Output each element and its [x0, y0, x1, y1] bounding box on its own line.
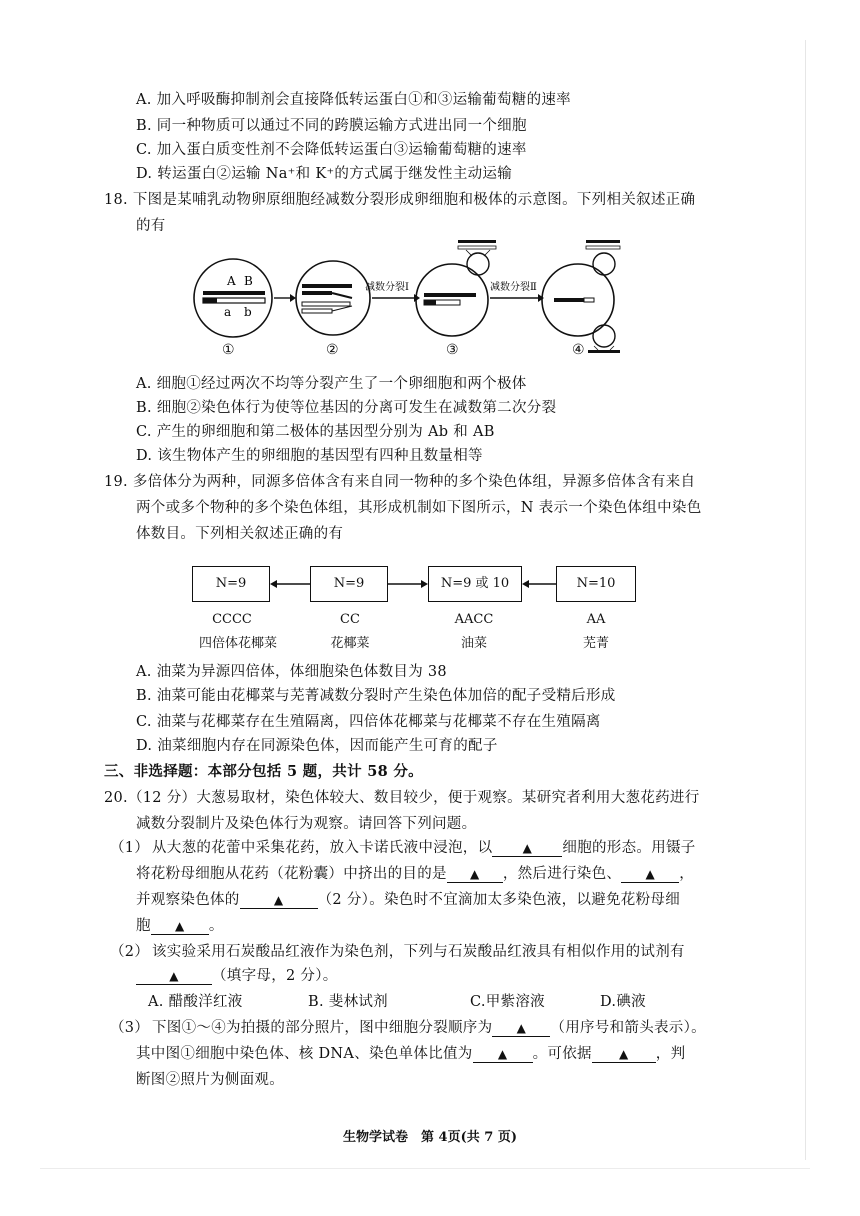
cell-3	[416, 240, 496, 336]
cell-1	[194, 259, 272, 337]
q19-option-d: D. 油菜细胞内存在同源染色体，因而能产生可育的配子	[136, 738, 498, 754]
cell-2	[296, 261, 370, 335]
q20-p3-text: 。可依据	[532, 1046, 592, 1062]
q17-option-c: C. 加入蛋白质变性剂不会降低转运蛋白③运输葡萄糖的速率	[136, 142, 527, 158]
q20-p2-option-c: C.甲紫溶液	[470, 994, 545, 1010]
box-turnip: N=10	[556, 566, 636, 602]
arrow-label-meiosis-1: 减数分裂Ⅰ	[365, 282, 409, 293]
answer-blank-5[interactable]: ▲	[151, 918, 209, 935]
q17-option-a: A. 加入呼吸酶抑制剂会直接降低转运蛋白①和③运输葡萄糖的速率	[136, 92, 571, 108]
cell-label-1: ①	[222, 342, 235, 358]
box-tetraploid-cauliflower: N=9	[192, 566, 270, 602]
gene-b: b	[244, 305, 252, 319]
q20-p2-option-a: A. 醋酸洋红液	[148, 994, 243, 1010]
q20-p3-text: 其中图①细胞中染色体、核 DNA、染色单体比值为	[136, 1046, 473, 1062]
answer-blank-1[interactable]: ▲	[492, 840, 562, 857]
answer-blank-3[interactable]: ▲	[621, 866, 679, 883]
name-rapeseed: 油菜	[460, 636, 487, 651]
q20-p2-option-d: D.碘液	[600, 994, 646, 1010]
q20-p1-text: 从大葱的花蕾中采集花药，放入卡诺氏液中浸泡，以	[152, 840, 493, 856]
q19-stem-line3: 体数目。下列相关叙述正确的有	[136, 526, 344, 542]
q20-p1-text: （2 分）。染色时不宜滴加太多染色液，以避免花粉母细	[317, 892, 680, 908]
q20-p1-text: ，	[679, 866, 695, 882]
q20-part2-line1: 该实验采用石炭酸品红液作为染色剂，下列与石炭酸品红液具有相似作用的试剂有	[152, 944, 685, 960]
q20-stem-line2: 减数分裂制片及染色体行为观察。请回答下列问题。	[136, 816, 477, 832]
genome-cccc: CCCC	[212, 612, 252, 627]
q20-part2-line2	[136, 966, 338, 986]
q18-option-b: B. 细胞②染色体行为使等位基因的分离可发生在减数第二次分裂	[136, 400, 557, 416]
name-cauliflower: 花椰菜	[330, 636, 370, 651]
q20-part1-line2	[136, 864, 694, 884]
q19-stem-line1: 19. 多倍体分为两种，同源多倍体含有来自同一物种的多个染色体组，异源多倍体含有来自	[104, 474, 696, 490]
arrow-cauliflower-to-rapeseed	[421, 580, 428, 588]
q20-p1-text: 细胞的形态。用镊子	[562, 840, 696, 856]
q20-p1-text: 胞	[136, 918, 151, 934]
q17-option-d: D. 转运蛋白②运输 Na⁺和 K⁺的方式属于继发性主动运输	[136, 166, 513, 182]
q19-option-a: A. 油菜为异源四倍体，体细胞染色体数目为 38	[136, 664, 447, 680]
q17-option-b: B. 同一种物质可以通过不同的跨膜运输方式进出同一个细胞	[136, 118, 527, 134]
page-edge-bottom	[40, 1168, 810, 1169]
q20-part1-line3	[136, 890, 680, 910]
genome-aacc: AACC	[454, 612, 494, 627]
q20-stem-line1: 20.（12 分）大葱易取材，染色体较大、数目较少，便于观察。某研究者利用大葱花药进行	[104, 790, 700, 806]
genome-cc: CC	[340, 612, 360, 627]
gene-B: B	[244, 274, 253, 288]
polyploid-arrows	[268, 576, 558, 592]
q19-option-c: C. 油菜与花椰菜存在生殖隔离，四倍体花椰菜与花椰菜不存在生殖隔离	[136, 714, 601, 730]
q20-p2-option-b: B. 斐林试剂	[308, 994, 388, 1010]
name-tetraploid-cauliflower: 四倍体花椰菜	[198, 636, 277, 651]
cell-label-2: ②	[326, 342, 339, 358]
answer-blank-2[interactable]: ▲	[447, 866, 503, 883]
section-3-heading: 三、非选择题：本部分包括 5 题，共计 58 分。	[104, 763, 423, 780]
q20-p3-text: （用序号和箭头表示）。	[550, 1020, 706, 1036]
page-edge-right	[805, 40, 806, 1160]
arrow-to-tetraploid	[270, 580, 277, 588]
answer-blank-7[interactable]: ▲	[492, 1020, 550, 1037]
q19-stem-line2: 两个或多个物种的多个染色体组，其形成机制如下图所示，N 表示一个染色体组中染色	[136, 500, 702, 516]
q20-part3-line1	[152, 1018, 706, 1038]
q18-option-a: A. 细胞①经过两次不均等分裂产生了一个卵细胞和两个极体	[136, 376, 527, 392]
gene-A: A	[227, 274, 236, 288]
polar-body-top	[593, 253, 615, 275]
name-turnip: 芜菁	[582, 636, 609, 651]
answer-blank-8[interactable]: ▲	[473, 1046, 533, 1063]
answer-blank-9[interactable]: ▲	[592, 1046, 656, 1063]
q20-part1-line4	[136, 916, 224, 936]
q20-part1-line1	[152, 838, 696, 858]
q18-option-d: D. 该生物体产生的卵细胞的基因型有四种且数量相等	[136, 448, 483, 464]
arrow-turnip-to-rapeseed	[522, 580, 529, 588]
q18-option-c: C. 产生的卵细胞和第二极体的基因型分别为 Ab 和 AB	[136, 424, 495, 440]
q18-stem-line2: 的有	[136, 218, 166, 234]
q20-part3-line2	[136, 1044, 685, 1064]
q20-part3-line3: 断图②照片为侧面观。	[136, 1072, 284, 1088]
first-polar-body	[467, 253, 489, 275]
answer-blank-6[interactable]: ▲	[136, 968, 212, 985]
box-rapeseed: N=9 或 10	[428, 566, 522, 602]
polar-body-bottom	[593, 325, 615, 347]
q20-p3-text: ，判	[655, 1046, 686, 1062]
q20-part3-number: （3）	[110, 1020, 150, 1036]
q20-p1-text: 。	[208, 918, 224, 934]
q20-part2-number: （2）	[110, 944, 150, 960]
q19-option-b: B. 油菜可能由花椰菜与芜菁减数分裂时产生染色体加倍的配子受精后形成	[136, 688, 616, 704]
q20-part1-number: （1）	[110, 840, 150, 856]
page-footer: 生物学试卷 第 4页(共 7 页)	[343, 1130, 517, 1145]
arrow-label-meiosis-2: 减数分裂Ⅱ	[490, 282, 537, 293]
q18-stem-line1: 18. 下图是某哺乳动物卵原细胞经减数分裂形成卵细胞和极体的示意图。下列相关叙述正确	[104, 192, 696, 208]
q20-p1-text: 并观察染色体的	[136, 892, 240, 908]
cell-label-4: ④	[572, 342, 585, 358]
cell-label-3: ③	[446, 342, 459, 358]
answer-blank-4[interactable]: ▲	[240, 892, 318, 909]
box-cauliflower: N=9	[310, 566, 388, 602]
q20-p2-text: （填字母，2 分）。	[212, 968, 338, 984]
cell-4	[542, 240, 620, 353]
gene-a: a	[224, 305, 232, 319]
q20-p1-text: 将花粉母细胞从花药（花粉囊）中挤出的目的是	[136, 866, 447, 882]
genome-aa: AA	[586, 612, 606, 627]
q20-p1-text: ，然后进行染色、	[502, 866, 622, 882]
q20-p3-text: 下图①～④为拍摄的部分照片，图中细胞分裂顺序为	[152, 1020, 493, 1036]
meiosis-diagram	[190, 236, 630, 360]
